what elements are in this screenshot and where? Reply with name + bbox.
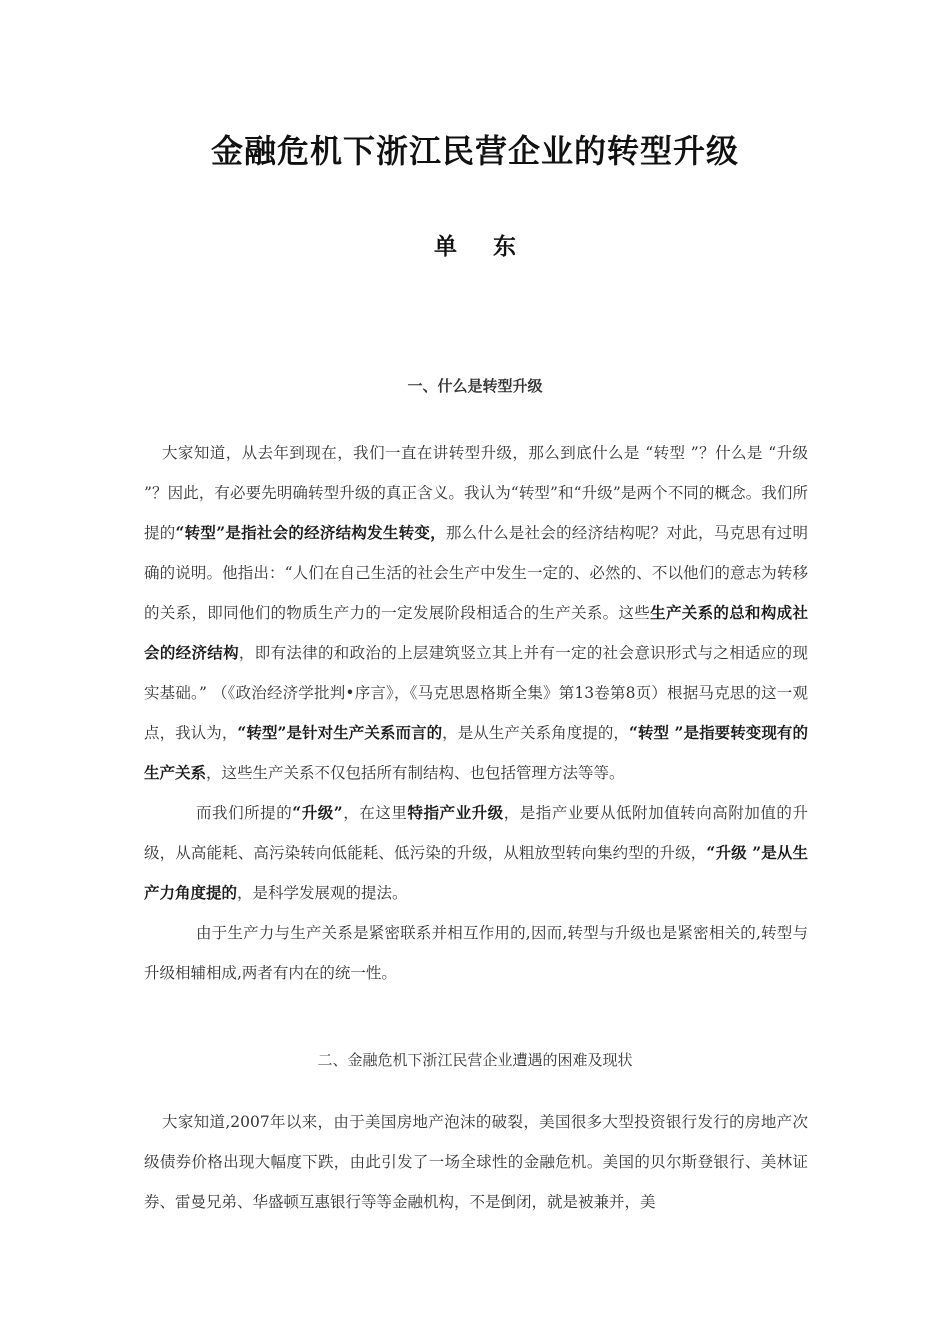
emphasis-text: 生产关系的总和构成社会的经济结构 [144, 603, 808, 662]
paragraph [144, 913, 808, 993]
section-heading-2: 二、金融危机下浙江民营企业遭遇的困难及现状 [317, 1051, 633, 1069]
section-2-body [144, 1102, 808, 1222]
section-heading-1: 一、什么是转型升级 [407, 377, 543, 395]
paragraph [144, 1102, 808, 1222]
text-run: 由于生产力与生产关系是紧密联系并相互作用的,因而,转型与升级也是紧密相关的,转型与升级相辅相成,两者有内在的统一性。 [144, 924, 808, 982]
text-run: 大家知道，从去年到现在，我们一直在讲转型升级，那么到底什么是 “转型 ”？什么是 “升级 ”？因此，有必要先明确转型升级的真正含义。我认为“转型”和“升级”是两个不同的概念。我们所提的 [144, 444, 808, 542]
emphasis-text: “转型”是针对生产关系而言的 [237, 723, 443, 742]
text-run: ，是科学发展观的提法。 [237, 884, 408, 902]
author-name: 单 东 [433, 233, 530, 260]
section-1-body [144, 433, 808, 993]
text-run: ，是从生产关系角度提的， [442, 724, 629, 742]
document-title: 金融危机下浙江民营企业的转型升级 [210, 132, 739, 170]
text-run: 大家知道,2007年以来，由于美国房地产泡沫的破裂，美国很多大型投资银行发行的房地产次级债券价格出现大幅度下跌，由此引发了一场全球性的金融危机。美国的贝尔斯登银行、美林证券、雷曼兄弟、华盛顿互惠银行等等金融机构，不是倒闭，就是被兼并，美 [144, 1113, 808, 1211]
text-run: ，是指产业要从低附加值转向高附加值的升级，从高能耗、高污染转向低能耗、低污染的升级，从粗放型转向集约型的升级， [144, 804, 808, 862]
text-run: ，在这里 [342, 804, 408, 822]
emphasis-text: “转型 ”是指要转变现有的生产关系 [144, 723, 808, 782]
emphasis-text: “升级” [292, 803, 343, 822]
paragraph [144, 433, 808, 793]
text-run: ，即有法律的和政治的上层建筑竖立其上并有一定的社会意识形式与之相适应的现实基础。” （《政治经济学批判•序言》，《马克思恩格斯全集》第13卷第8页）根据马克思的这一观点，我认为， [144, 644, 808, 742]
text-run: ，这些生产关系不仅包括所有制结构、也包括管理方法等等。 [206, 764, 625, 782]
text-run: 而我们所提的 [196, 804, 293, 822]
paragraph [144, 793, 808, 913]
emphasis-text: “升级 ”是从生产力角度提的 [144, 843, 808, 902]
text-run: 那么什么是社会的经济结构呢？对此，马克思有过明确的说明。他指出：“人们在自己生活的社会生产中发生一定的、必然的、不以他们的意志为转移的关系，即同他们的物质生产力的一定发展阶段相适合的生产关系。这些 [144, 524, 808, 622]
emphasis-text: “转型”是指社会的经济结构发生转变， [175, 523, 446, 542]
emphasis-text: 特指产业升级 [407, 803, 504, 822]
